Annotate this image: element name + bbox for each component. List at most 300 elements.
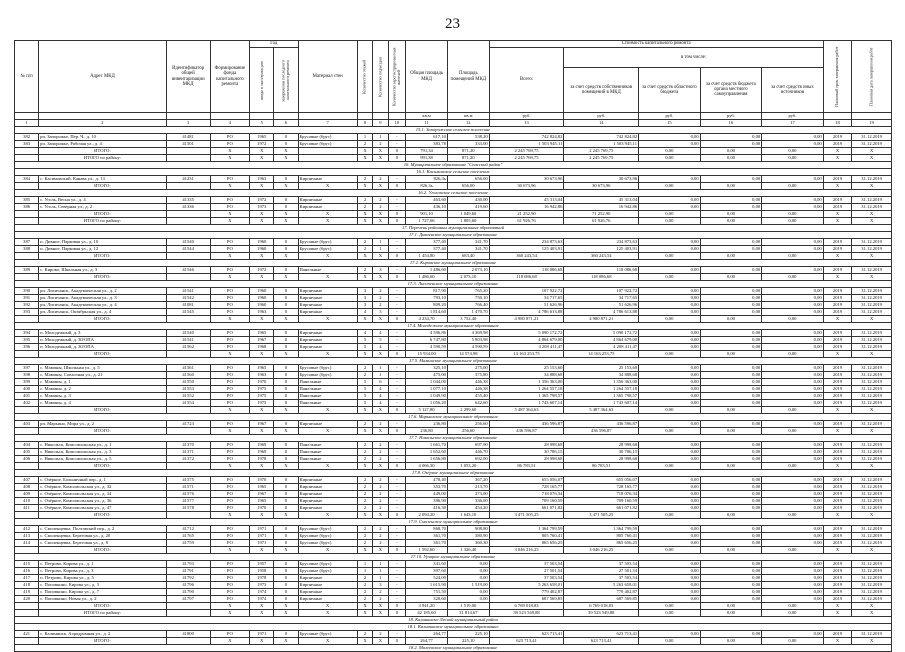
table-cell: п. Молодежный, д. 3	[39, 330, 166, 337]
table-cell: 1969	[250, 442, 274, 449]
table-cell: 0,00	[700, 337, 762, 344]
table-cell: 2019	[823, 386, 852, 393]
column-number: 2	[39, 120, 166, 127]
table-cell: X	[852, 610, 892, 617]
table-cell: 5 803,98	[447, 337, 489, 344]
table-cell: 0,00	[700, 267, 762, 274]
column-number: 11	[406, 120, 448, 127]
table-cell: 0,00	[639, 540, 701, 547]
table-cell: 2 299,60	[447, 407, 489, 414]
table-cell: 34 717,65	[489, 295, 564, 302]
table-cell: 1974	[250, 589, 274, 596]
table-cell: 2	[357, 533, 372, 540]
table-cell: 0,00	[700, 631, 762, 638]
table-cell: 31.12.2019	[852, 302, 892, 309]
table-cell: РО	[210, 134, 250, 141]
table-cell: -	[388, 491, 406, 498]
table-cell: 0,00	[700, 526, 762, 533]
table-cell: 256,60	[447, 428, 489, 435]
table-cell: 0,00	[700, 211, 762, 218]
table-cell: -	[388, 582, 406, 589]
table-cell: X	[852, 351, 892, 358]
section-heading: 17.2. Кировское муниципальное образование	[15, 260, 892, 267]
table-cell: РО	[210, 498, 250, 505]
table-cell: X	[210, 316, 250, 323]
table-cell: X	[823, 638, 852, 645]
table-cell: 0,00	[700, 568, 762, 575]
table-cell: 2	[373, 204, 388, 211]
table-cell: Кирпичные	[298, 204, 357, 211]
table-cell: X	[298, 316, 357, 323]
table-cell: 31.12.2019	[852, 505, 892, 512]
table-cell: 1970	[250, 379, 274, 386]
table-cell: 0,00	[447, 568, 489, 575]
table-cell: 0,00	[639, 386, 701, 393]
column-number: 8	[357, 120, 372, 127]
table-cell: 2	[357, 575, 372, 582]
table-row	[15, 267, 892, 274]
unit-cell	[166, 113, 210, 120]
table-cell: 0,00	[639, 547, 701, 554]
table-cell: 31.12.2019	[852, 141, 892, 148]
table-cell: ИТОГО:	[39, 638, 166, 645]
table-cell: 1975	[250, 393, 274, 400]
table-cell: 388	[15, 246, 39, 253]
table-cell: 380,90	[447, 533, 489, 540]
table-cell: 0,00	[639, 491, 701, 498]
table-cell: 0,00	[639, 148, 701, 155]
table-cell: X	[250, 547, 274, 554]
table-cell: 779 402,87	[564, 589, 639, 596]
table-cell: 0,00	[762, 463, 824, 470]
table-cell: X	[250, 155, 274, 162]
table-cell: с. Уголь, Северная ул., д. 2	[39, 204, 166, 211]
table-cell: РО	[210, 568, 250, 575]
table-cell: X	[210, 253, 250, 260]
table-cell: 118 086,68	[489, 267, 564, 274]
table-cell: 41542	[166, 295, 210, 302]
table-cell: 0,00	[700, 183, 762, 190]
table-cell: X	[373, 463, 388, 470]
table-cell: 661 071,82	[564, 505, 639, 512]
table-cell: 1972	[250, 141, 274, 148]
table-cell: 0,00	[639, 561, 701, 568]
total-row	[15, 351, 892, 358]
header-year: Год	[250, 41, 298, 48]
table-cell: 5	[357, 393, 372, 400]
table-cell: X	[250, 638, 274, 645]
header-no: № п/п	[15, 41, 39, 113]
table-cell: 5	[357, 344, 372, 351]
table-cell	[166, 148, 210, 155]
table-cell: 0,00	[639, 176, 701, 183]
table-cell: 360 243,54	[489, 253, 564, 260]
table-cell: 0,00	[762, 386, 824, 393]
table-cell: 0,00	[700, 610, 762, 617]
table-cell: X	[210, 407, 250, 414]
table-cell: X	[852, 218, 892, 225]
table-cell: X	[298, 547, 357, 554]
table-cell: 396,90	[406, 498, 448, 505]
table-cell: X	[373, 218, 388, 225]
table-cell: 2019	[823, 491, 852, 498]
table-cell: -	[388, 295, 406, 302]
table-cell: -	[388, 631, 406, 638]
table-cell: 0,00	[700, 141, 762, 148]
table-row	[15, 491, 892, 498]
table-cell: 436 596,87	[564, 421, 639, 428]
unit-cell: руб.	[762, 113, 824, 120]
table-cell: 1 503 945,11	[564, 141, 639, 148]
table-cell: 0,00	[639, 309, 701, 316]
table-cell: 2019	[823, 631, 852, 638]
table-cell: 0,00	[639, 204, 701, 211]
table-cell: 0,00	[639, 288, 701, 295]
table-row	[15, 561, 892, 568]
table-cell: Брусовые (брус)	[298, 365, 357, 372]
table-cell: X	[250, 274, 274, 281]
table-cell: ИТОГО по району:	[39, 155, 166, 162]
table-cell: X	[852, 211, 892, 218]
table-row	[15, 288, 892, 295]
table-cell	[15, 253, 39, 260]
table-cell: 118 086,68	[564, 274, 639, 281]
table-cell: Кирпичные	[298, 491, 357, 498]
table-cell	[298, 148, 357, 155]
table-cell: РО	[210, 442, 250, 449]
table-cell: 31.12.2019	[852, 442, 892, 449]
table-cell: 0	[274, 330, 298, 337]
table-cell: 1965	[250, 134, 274, 141]
table-cell: 107 922,72	[564, 288, 639, 295]
table-cell: 3 471 505,25	[564, 512, 639, 519]
table-cell: Панельные	[298, 386, 357, 393]
table-cell: 4 786 613,88	[489, 309, 564, 316]
table-cell: с. Кирово, Школьная ул., д. 3	[39, 267, 166, 274]
table-cell: X	[298, 512, 357, 519]
table-cell: X	[852, 155, 892, 162]
table-cell: X	[210, 351, 250, 358]
table-cell: РО	[210, 204, 250, 211]
table-cell: 31.12.2019	[852, 267, 892, 274]
unit-cell: кв.м	[447, 113, 489, 120]
table-row	[15, 540, 892, 547]
table-cell: 0,00	[762, 400, 824, 407]
table-cell: 0,00	[762, 575, 824, 582]
section-heading-row	[15, 624, 892, 631]
table-cell: Панельные	[298, 379, 357, 386]
table-cell: 1960	[250, 239, 274, 246]
table-cell: 0,00	[762, 330, 824, 337]
table-cell: Брусовые (брус)	[298, 631, 357, 638]
table-cell: 399	[15, 379, 39, 386]
column-number: 15	[639, 120, 701, 127]
table-cell: РО	[210, 141, 250, 148]
table-cell: 0,00	[762, 568, 824, 575]
table-cell: X	[357, 463, 372, 470]
table-cell: 0,00	[639, 134, 701, 141]
total-row	[15, 211, 892, 218]
table-cell: 213,70	[447, 484, 489, 491]
table-cell: X	[274, 407, 298, 414]
table-cell: 31.12.2019	[852, 176, 892, 183]
table-cell: 0,00	[762, 204, 824, 211]
table-cell: 14 574,98	[447, 351, 489, 358]
table-cell: 41335	[166, 197, 210, 204]
header-fund: Формирование фонда капитального ремонта	[210, 41, 250, 113]
table-cell: 0	[274, 239, 298, 246]
table-cell: с. Поповкино, Кирова ул., д. 7	[39, 589, 166, 596]
table-cell: 2019	[823, 379, 852, 386]
table-cell: ИТОГО:	[39, 428, 166, 435]
table-cell: 416	[15, 568, 39, 575]
table-cell: 0,00	[639, 484, 701, 491]
table-cell: -	[388, 533, 406, 540]
table-cell: 2	[357, 498, 372, 505]
table-cell: 656,00	[447, 176, 489, 183]
table-row	[15, 498, 892, 505]
header-year-build: ввода в эксплуатацию	[250, 48, 274, 113]
table-cell: 41481	[166, 134, 210, 141]
table-cell	[166, 211, 210, 218]
table-cell: с. Смоленцевка, Береговая ул., д. 8	[39, 540, 166, 547]
table-cell: -	[388, 344, 406, 351]
table-cell: X	[852, 463, 892, 470]
table-cell: 2019	[823, 141, 852, 148]
table-cell: 617,10	[406, 134, 448, 141]
table-cell: 2019	[823, 176, 852, 183]
table-cell: X	[373, 512, 388, 519]
table-cell: 2	[373, 197, 388, 204]
table-cell: X	[357, 155, 372, 162]
table-cell: 41791	[166, 568, 210, 575]
table-cell: X	[274, 603, 298, 610]
table-cell: 0	[274, 393, 298, 400]
table-cell: 991,38	[406, 155, 448, 162]
table-cell	[15, 211, 39, 218]
table-cell: РО	[210, 288, 250, 295]
total-row	[15, 610, 892, 617]
table-cell: 1 454,80	[406, 253, 448, 260]
table-cell: X	[373, 274, 388, 281]
table-cell: 0	[274, 246, 298, 253]
table-cell: РО	[210, 596, 250, 603]
table-cell: -	[388, 365, 406, 372]
table-cell: Брусовые (брус)	[298, 540, 357, 547]
table-row	[15, 582, 892, 589]
table-cell: X	[274, 547, 298, 554]
table-cell: -	[388, 456, 406, 463]
table-cell: 4 369,98	[447, 330, 489, 337]
table-cell: 406	[15, 456, 39, 463]
table-cell: 118 086,68	[564, 267, 639, 274]
table-cell: Кирпичные	[298, 309, 357, 316]
table-cell: 656,00	[447, 183, 489, 190]
table-row	[15, 337, 892, 344]
table-cell	[15, 463, 39, 470]
table-cell	[166, 547, 210, 554]
table-cell: 0	[274, 421, 298, 428]
table-cell: 31.12.2019	[852, 477, 892, 484]
table-cell	[166, 183, 210, 190]
table-cell: X	[373, 610, 388, 617]
table-cell: 2019	[823, 596, 852, 603]
table-cell: 0,00	[762, 393, 824, 400]
table-cell: 4	[373, 400, 388, 407]
table-cell: X	[373, 638, 388, 645]
table-cell: 125 403,91	[564, 246, 639, 253]
table-cell: Кирпичные	[298, 288, 357, 295]
section-heading: 17.9. Смоленское муниципальное образование	[15, 519, 892, 526]
table-cell: 31.12.2019	[852, 365, 892, 372]
table-cell: с. Никольск, Комсомольская ул., д. 1	[39, 442, 166, 449]
table-cell	[15, 316, 39, 323]
table-cell: 416,30	[406, 505, 448, 512]
table-cell: 0,00	[700, 344, 762, 351]
table-cell: с. Озёрное, Комсомольская ул., д. 47	[39, 505, 166, 512]
table-cell: X	[373, 211, 388, 218]
table-cell: 41231	[166, 176, 210, 183]
table-cell: 383,78	[406, 141, 448, 148]
table-cell: 360 243,54	[564, 253, 639, 260]
table-cell: 0,00	[639, 582, 701, 589]
table-cell: с. Смоленцевка, Береговая ул., д. 20	[39, 533, 166, 540]
table-cell	[166, 274, 210, 281]
table-cell: X	[298, 603, 357, 610]
column-number: 9	[373, 120, 388, 127]
table-cell: 0,00	[700, 512, 762, 519]
table-cell: Брусовые (брус)	[298, 134, 357, 141]
section-heading-row	[15, 260, 892, 267]
table-cell: 31.12.2019	[852, 484, 892, 491]
table-cell: X	[852, 603, 892, 610]
table-cell: 21 252,90	[489, 211, 564, 218]
table-cell: 809,20	[406, 302, 448, 309]
table-cell: РО	[210, 344, 250, 351]
section-heading-row	[15, 232, 892, 239]
table-row	[15, 631, 892, 638]
table-cell: 86 783,51	[489, 463, 564, 470]
table-cell: 2 073,10	[447, 267, 489, 274]
table-cell: 0,00	[700, 449, 762, 456]
table-cell: с. Петрово, Кирова ул., д. 1	[39, 561, 166, 568]
table-cell: 475,00	[406, 372, 448, 379]
table-cell: 0,00	[639, 449, 701, 456]
table-cell: 0,00	[762, 148, 824, 155]
header-year-repair: завершения последнего капитального ремонта	[274, 48, 298, 113]
table-cell: 0	[274, 491, 298, 498]
table-cell: 51 626,96	[489, 302, 564, 309]
table-cell: 41562	[166, 344, 210, 351]
table-cell: -	[388, 498, 406, 505]
table-row	[15, 365, 892, 372]
table-cell: 31 814,67	[447, 610, 489, 617]
table-cell: Кирпичные	[298, 330, 357, 337]
table-cell: 0,00	[700, 491, 762, 498]
table-cell: -	[388, 141, 406, 148]
table-cell: 411	[15, 505, 39, 512]
table-row	[15, 197, 892, 204]
table-cell: 39 523 549,88	[564, 610, 639, 617]
table-cell: -	[388, 596, 406, 603]
table-cell: 1 743 607,14	[489, 400, 564, 407]
table-cell: 0,00	[700, 330, 762, 337]
table-cell: -	[388, 267, 406, 274]
table-cell: 4	[357, 330, 372, 337]
table-cell: 0	[274, 596, 298, 603]
table-cell: X	[357, 407, 372, 414]
table-cell	[15, 148, 39, 155]
table-cell: 41575	[166, 477, 210, 484]
table-cell: 31.12.2019	[852, 533, 892, 540]
section-heading-row	[15, 127, 892, 134]
table-cell: X	[852, 274, 892, 281]
table-cell: 1 356 363,00	[564, 379, 639, 386]
table-cell: 391	[15, 295, 39, 302]
table-cell: X	[274, 253, 298, 260]
table-cell: 0	[274, 456, 298, 463]
table-row	[15, 477, 892, 484]
table-cell: -	[388, 309, 406, 316]
table-cell: 0	[388, 211, 406, 218]
table-cell: Панельные	[298, 393, 357, 400]
table-cell: X	[274, 148, 298, 155]
table-cell: 0,00	[700, 365, 762, 372]
table-cell: X	[823, 148, 852, 155]
unit-cell: руб.	[489, 113, 564, 120]
table-cell: X	[373, 407, 388, 414]
table-cell: РО	[210, 491, 250, 498]
table-cell: 2	[357, 141, 372, 148]
table-cell: 2019	[823, 449, 852, 456]
table-cell: X	[823, 183, 852, 190]
table-cell: 1972	[250, 197, 274, 204]
table-cell: -	[388, 337, 406, 344]
table-cell: 1 470,70	[447, 309, 489, 316]
table-cell: РО	[210, 302, 250, 309]
table-cell: -	[388, 379, 406, 386]
table-cell: 0,00	[762, 211, 824, 218]
table-cell: 30 673,96	[564, 176, 639, 183]
table-cell: РО	[210, 372, 250, 379]
table-cell	[166, 218, 210, 225]
table-cell: X	[823, 603, 852, 610]
table-cell	[15, 512, 39, 519]
table-cell: 401	[15, 393, 39, 400]
table-cell: X	[852, 316, 892, 323]
table-cell: 1	[373, 134, 388, 141]
table-cell: 0,00	[639, 337, 701, 344]
table-cell: 420	[15, 596, 39, 603]
table-cell: 0,00	[762, 582, 824, 589]
table-cell: 2019	[823, 288, 852, 295]
table-cell: 683,40	[447, 253, 489, 260]
table-cell: -	[388, 246, 406, 253]
table-cell: 28 998,68	[564, 442, 639, 449]
table-cell: 0,00	[762, 491, 824, 498]
table-cell: 793,10	[406, 295, 448, 302]
table-cell: 3 046 216,25	[564, 547, 639, 554]
table-row	[15, 589, 892, 596]
header-other: за счет средств иных источников	[762, 67, 824, 112]
table-cell: 0	[274, 505, 298, 512]
table-cell: X	[298, 463, 357, 470]
table-cell: 386	[15, 204, 39, 211]
table-cell: 1	[373, 568, 388, 575]
table-cell: 1 656,80	[406, 456, 448, 463]
table-cell: 0,00	[639, 456, 701, 463]
table-cell: 2019	[823, 400, 852, 407]
